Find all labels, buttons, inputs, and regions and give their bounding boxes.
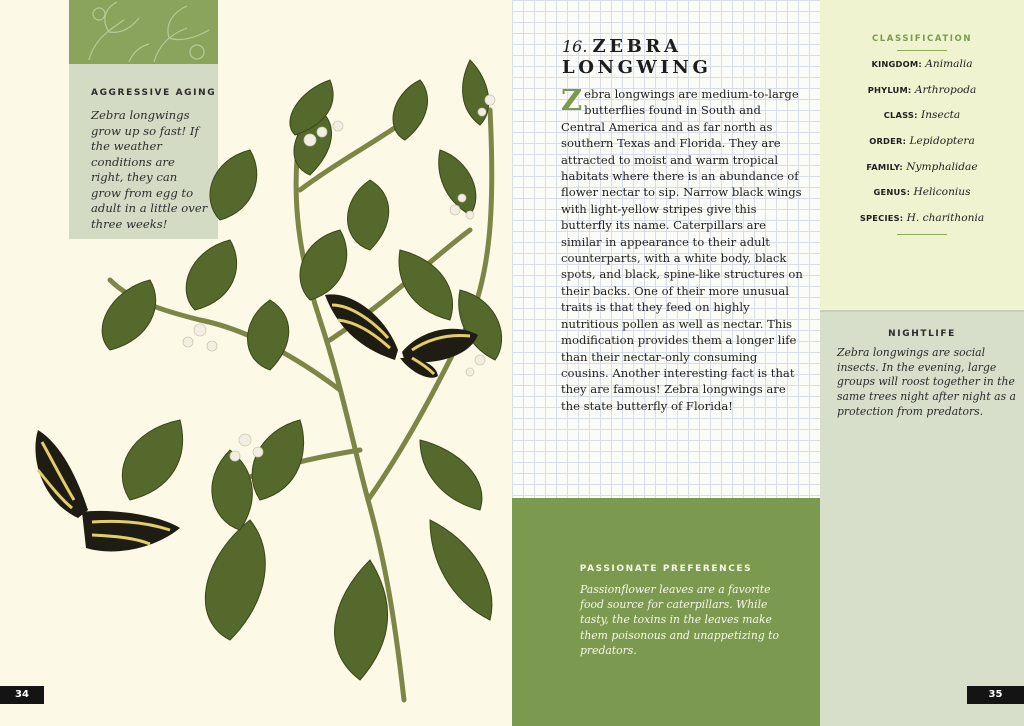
- classification-panel: [820, 0, 1024, 312]
- body-paragraph: [561, 83, 805, 414]
- nightlife-text: Zebra longwings are social insects. In the evening, large groups will roost together in the same trees night after night as a protection from predators.: [837, 346, 1016, 418]
- entry-number: 16.: [562, 37, 588, 56]
- classification-title: CLASSIFICATION: [871, 34, 973, 44]
- preferences-text: Passionflower leaves are a favorite food source for caterpillars. While tasty, the toxins in the leaves make them poisonous and unappetizing to predators.: [580, 583, 779, 657]
- nightlife-title: NIGHTLIFE: [888, 329, 956, 339]
- classification-rule-top: [897, 50, 947, 51]
- entry-title: [562, 36, 711, 78]
- preferences-title: PASSIONATE PREFERENCES: [579, 564, 753, 574]
- nightlife-panel: [820, 312, 1024, 726]
- butterfly-icon: [325, 294, 478, 377]
- aging-text: Zebra longwings grow up so fast! If the weather conditions are right, they can grow from egg to adult in a little over three weeks!: [91, 108, 208, 231]
- aging-title: AGGRESSIVE AGING: [91, 88, 217, 98]
- classification-row-order: ORDER: Lepidoptera: [869, 135, 975, 148]
- classification-row-class: CLASS: Insecta: [883, 109, 961, 122]
- drop-cap: Z: [561, 83, 583, 117]
- page-number-left: 34: [0, 686, 44, 704]
- classification-row-family: FAMILY: Nymphalidae: [866, 160, 978, 173]
- classification-list: [820, 58, 1024, 238]
- classification-row-kingdom: KINGDOM: Animalia: [871, 58, 973, 70]
- classification-rule-bottom: [897, 234, 947, 235]
- classification-row-phylum: PHYLUM: Arthropoda: [867, 83, 977, 96]
- page-number-right: 35: [967, 686, 1024, 704]
- title-line-2: LONGWING: [562, 57, 712, 78]
- preferences-panel: [512, 498, 820, 726]
- title-line-1: ZEBRA: [592, 36, 682, 57]
- classification-row-genus: GENUS: Heliconius: [873, 186, 971, 199]
- body-text: ebra longwings are medium-to-large butterflies found in South and Central America and as far north as southern Texas and Florida. They are attracted to moist and warm tropical habitats where there is an abundance of flower nectar to sip. Narrow black wings with light-yellow stripes give this butterfly its name. Caterpillars are similar in appearance to their adult counterparts, with a white body, black spots, and black, spine-like structures on their backs. One of their more unusual traits is that they feed on highly nutritious pollen as well as nectar. This modification provides them a longer life than their nectar-only consuming cousins. Another interesting fact is that they are famous! Zebra longwings are the state butterfly of Florida!: [561, 87, 803, 413]
- classification-row-species: SPECIES: H. charithonia: [859, 212, 985, 225]
